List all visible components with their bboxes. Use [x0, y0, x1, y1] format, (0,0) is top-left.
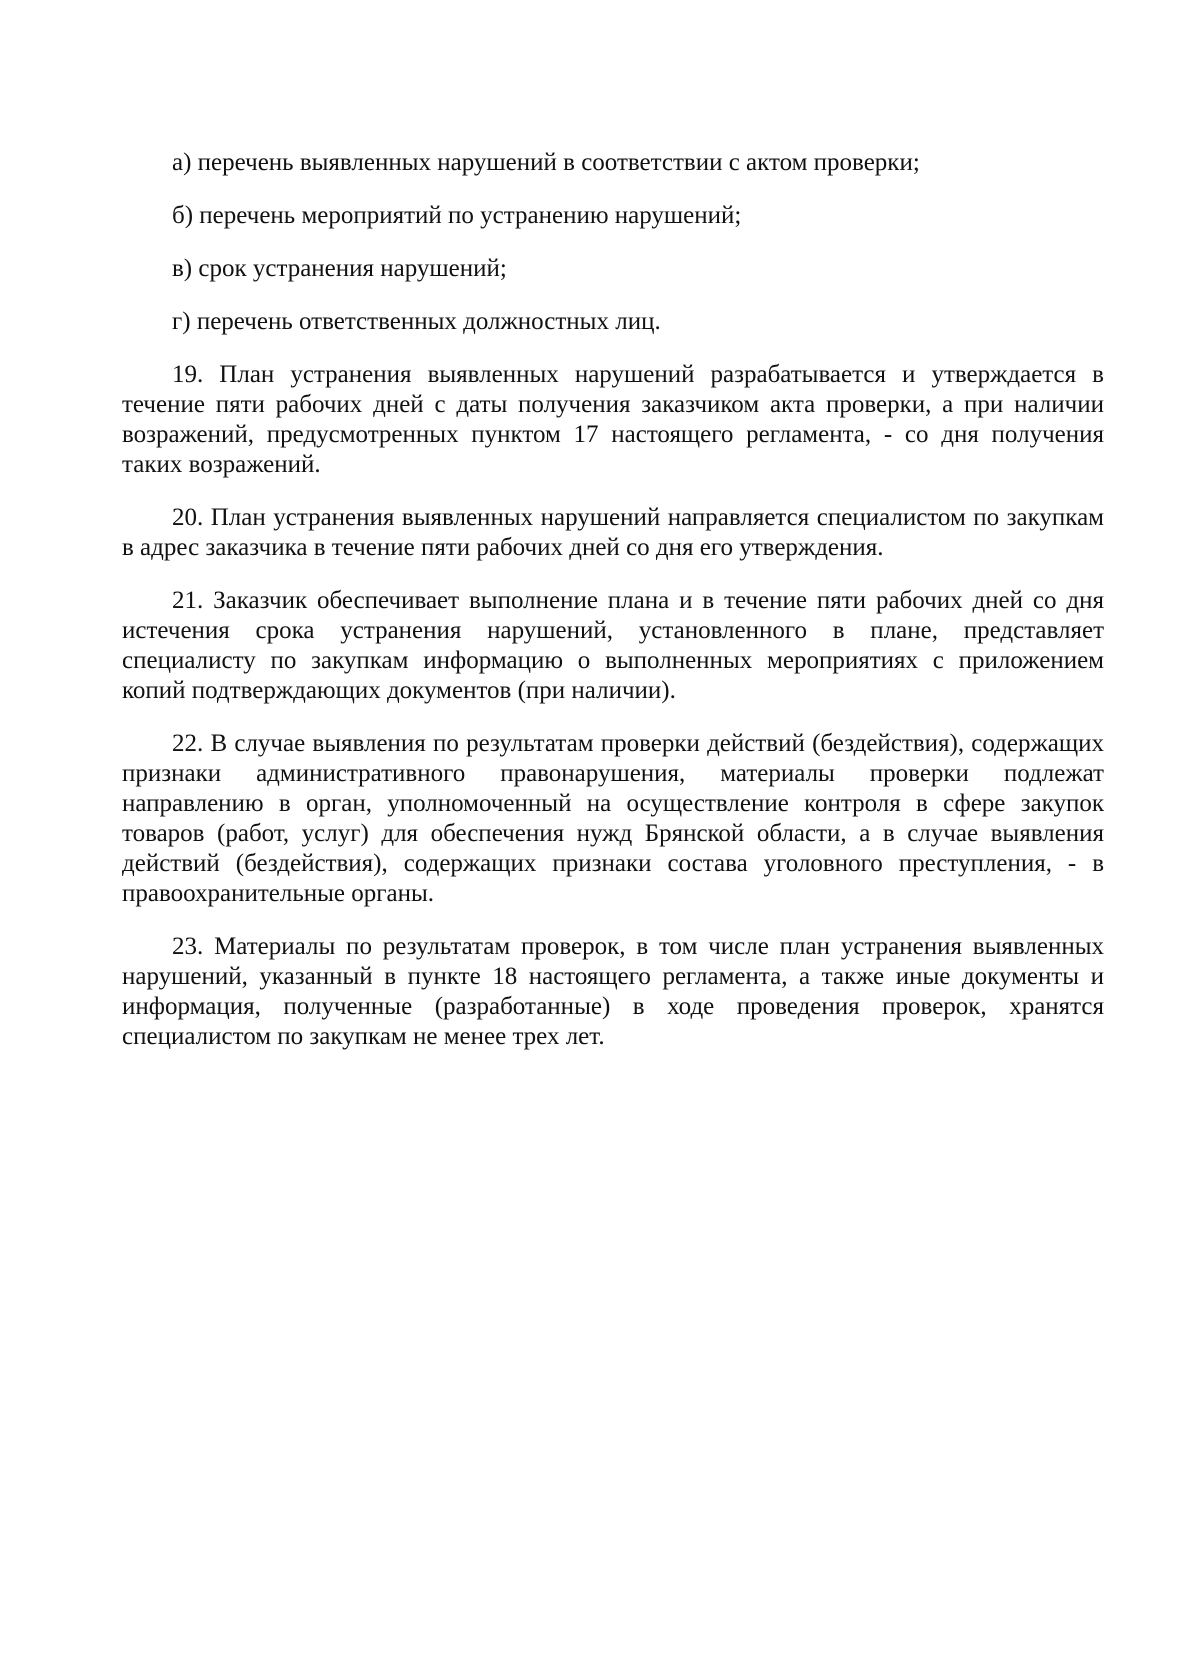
subitem-b: б) перечень мероприятий по устранению нарушений; — [172, 202, 742, 229]
paragraph-19: 19. План устранения выявленных нарушений разрабатывается и утверждается в течение пяти рабочих дней с даты получения заказчиком акта проверки, а при наличии возражений, предусмотренных пунктом 17 настоящего регламента, - со дня получения таких возражений. — [122, 361, 1104, 478]
paragraph-20: 20. План устранения выявленных нарушений направляется специалистом по закупкам в адрес заказчика в течение пяти рабочих дней со дня его утверждения. — [122, 504, 1104, 561]
paragraph-23: 23. Материалы по результатам проверок, в том числе план устранения выявленных нарушений, указанный в пункте 18 настоящего регламента, а также иные документы и информация, полученные (разработанные) в ходе проведения проверок, хранятся специалистом по закупкам не менее трех лет. — [122, 933, 1104, 1050]
paragraph-22: 22. В случае выявления по результатам проверки действий (бездействия), содержащих признаки административного правонарушения, материалы проверки подлежат направлению в орган, уполномоченный на осуществление контроля в сфере закупок товаров (работ, услуг) для обеспечения нужд Брянской области, а в случае выявления действий (бездействия), содержащих признаки состава уголовного преступления, - в правоохранительные органы. — [122, 730, 1104, 907]
subitem-g: г) перечень ответственных должностных лиц. — [172, 308, 661, 335]
paragraph-21: 21. Заказчик обеспечивает выполнение плана и в течение пяти рабочих дней со дня истечения срока устранения нарушений, установленного в плане, представляет специалисту по закупкам информацию о выполненных мероприятиях с приложением копий подтверждающих документов (при наличии). — [122, 587, 1104, 704]
subitem-v: в) срок устранения нарушений; — [172, 255, 507, 282]
subitem-a: а) перечень выявленных нарушений в соответствии с актом проверки; — [172, 149, 920, 176]
document-body — [122, 148, 1104, 1075]
